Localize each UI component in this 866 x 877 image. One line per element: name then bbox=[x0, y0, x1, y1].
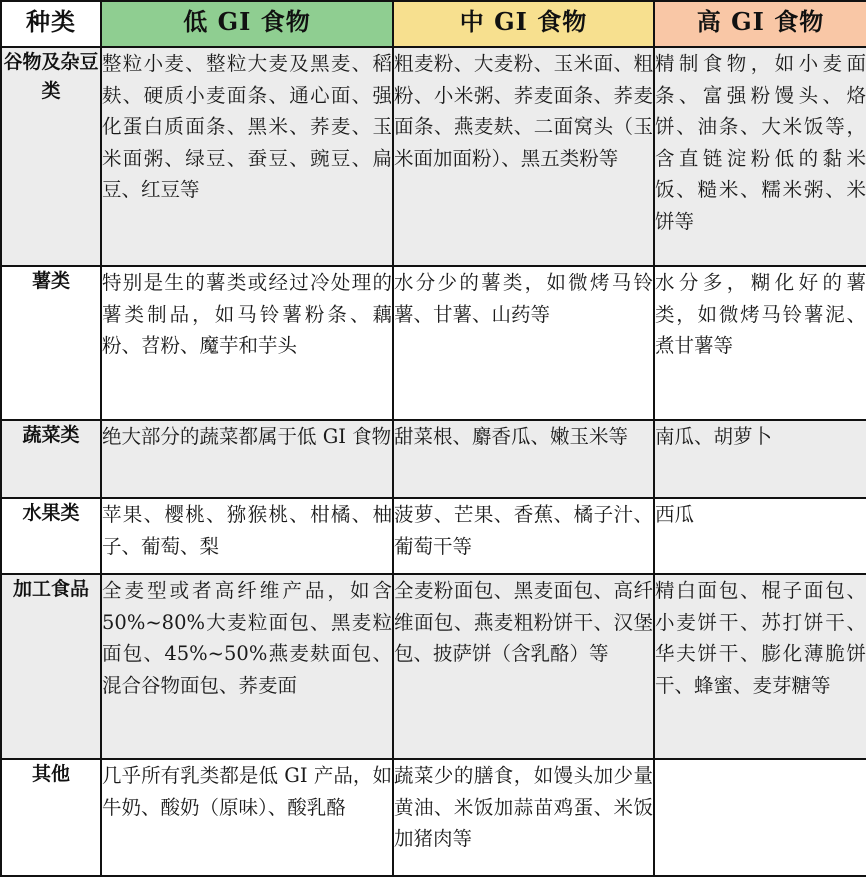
cell-grains-high: 精制食物，如小麦面条、富强粉馒头、烙饼、油条、大米饭等，含直链淀粉低的黏米饭、糙米、糯米粥、米饼等 bbox=[654, 47, 866, 266]
table-row bbox=[1, 266, 866, 420]
row-label-vegetables: 蔬菜类 bbox=[1, 420, 101, 498]
cell-grains-mid: 粗麦粉、大麦粉、玉米面、粗粉、小米粥、荞麦面条、荞麦面条、燕麦麸、二面窝头（玉米面加面粉）、黑五类粉等 bbox=[393, 47, 654, 266]
cell-vegetables-mid: 甜菜根、麝香瓜、嫩玉米等 bbox=[393, 420, 654, 498]
column-header-high-gi: 高 GI 食物 bbox=[654, 1, 866, 47]
table-row bbox=[1, 420, 866, 498]
column-header-low-gi: 低 GI 食物 bbox=[101, 1, 393, 47]
row-label-other: 其他 bbox=[1, 759, 101, 876]
cell-vegetables-high: 南瓜、胡萝卜 bbox=[654, 420, 866, 498]
cell-fruits-high: 西瓜 bbox=[654, 498, 866, 574]
cell-processed-low: 全麦型或者高纤维产品，如含 50%~80%大麦粒面包、黑麦粒面包、45%~50%燕麦麸面包、混合谷物面包、荞麦面 bbox=[101, 574, 393, 759]
row-label-processed-foods: 加工食品 bbox=[1, 574, 101, 759]
cell-processed-high: 精白面包、棍子面包、小麦饼干、苏打饼干、华夫饼干、膨化薄脆饼干、蜂蜜、麦芽糖等 bbox=[654, 574, 866, 759]
cell-grains-low: 整粒小麦、整粒大麦及黑麦、稻麸、硬质小麦面条、通心面、强化蛋白质面条、黑米、荞麦、玉米面粥、绿豆、蚕豆、豌豆、扁豆、红豆等 bbox=[101, 47, 393, 266]
row-label-fruits: 水果类 bbox=[1, 498, 101, 574]
table-row bbox=[1, 47, 866, 266]
cell-processed-mid: 全麦粉面包、黑麦面包、高纤维面包、燕麦粗粉饼干、汉堡包、披萨饼（含乳酪）等 bbox=[393, 574, 654, 759]
cell-other-mid: 蔬菜少的膳食，如馒头加少量黄油、米饭加蒜苗鸡蛋、米饭加猪肉等 bbox=[393, 759, 654, 876]
cell-other-high bbox=[654, 759, 866, 876]
table-row bbox=[1, 498, 866, 574]
cell-vegetables-low: 绝大部分的蔬菜都属于低 GI 食物 bbox=[101, 420, 393, 498]
row-label-tubers: 薯类 bbox=[1, 266, 101, 420]
table-header-row bbox=[1, 1, 866, 47]
row-label-grains: 谷物及杂豆类 bbox=[1, 47, 101, 266]
cell-other-low: 几乎所有乳类都是低 GI 产品，如牛奶、酸奶（原味）、酸乳酪 bbox=[101, 759, 393, 876]
cell-fruits-low: 苹果、樱桃、猕猴桃、柑橘、柚子、葡萄、梨 bbox=[101, 498, 393, 574]
column-header-category: 种类 bbox=[1, 1, 101, 47]
cell-fruits-mid: 菠萝、芒果、香蕉、橘子汁、葡萄干等 bbox=[393, 498, 654, 574]
cell-tubers-low: 特别是生的薯类或经过冷处理的薯类制品，如马铃薯粉条、藕粉、苕粉、魔芋和芋头 bbox=[101, 266, 393, 420]
cell-tubers-high: 水分多，糊化好的薯类，如微烤马铃薯泥、煮甘薯等 bbox=[654, 266, 866, 420]
cell-tubers-mid: 水分少的薯类，如微烤马铃薯、甘薯、山药等 bbox=[393, 266, 654, 420]
column-header-mid-gi: 中 GI 食物 bbox=[393, 1, 654, 47]
table-row bbox=[1, 574, 866, 759]
table-row bbox=[1, 759, 866, 876]
